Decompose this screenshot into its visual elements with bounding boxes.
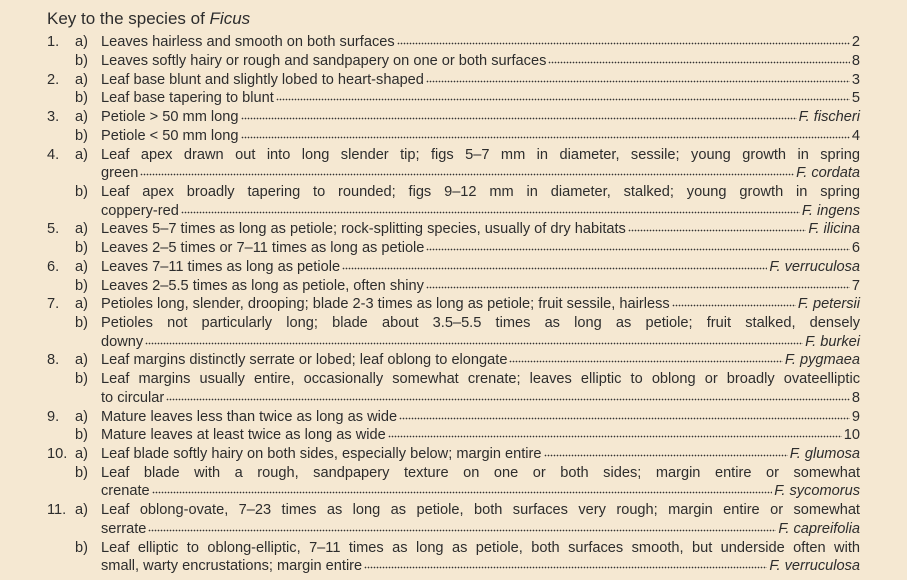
lead-text: Leaves hairless and smooth on both surfaces (101, 34, 395, 51)
go-to-couplet: 2 (851, 34, 860, 51)
species-result: F. petersii (797, 296, 860, 313)
lead-text: Leaves 2–5.5 times as long as petiole, often shiny (101, 277, 424, 294)
lead-text: green (101, 165, 139, 182)
lead-with-result (101, 108, 860, 127)
go-to-couplet: 6 (851, 240, 860, 257)
lead-text: coppery-red (101, 202, 179, 219)
lead-text: Mature leaves at least twice as long as wide (101, 427, 386, 444)
lead-with-result (101, 389, 860, 408)
lead-with-result (101, 89, 860, 108)
key-row (0, 520, 907, 539)
species-result: F. verruculosa (769, 258, 860, 275)
lead-with-result (101, 52, 860, 71)
key-row (0, 52, 907, 71)
lead-letter: b) (75, 90, 88, 107)
key-row (0, 183, 907, 202)
lead-letter: b) (75, 315, 88, 331)
lead-letter: b) (75, 464, 88, 481)
lead-with-result (101, 71, 860, 90)
couplet-number: 10. (47, 446, 68, 463)
lead-text: Leaves 7–11 times as long as petiole (101, 258, 341, 275)
lead-letter: a) (75, 352, 88, 369)
go-to-couplet: 3 (851, 71, 860, 88)
lead-text: downy (101, 333, 144, 350)
go-to-couplet: 9 (851, 408, 860, 425)
lead-letter: a) (75, 446, 88, 463)
key-row (0, 333, 907, 352)
species-result: F. fischeri (798, 109, 860, 126)
lead-letter: a) (75, 34, 88, 51)
couplet-number: 11. (47, 502, 67, 519)
lead-with-result (101, 520, 860, 539)
couplet-number: 9. (47, 408, 60, 425)
key-row (0, 408, 907, 427)
dot-leader (426, 80, 850, 84)
dot-leader (628, 229, 807, 233)
lead-with-result (101, 295, 860, 314)
lead-text: Leaves softly hairy or rough and sandpapery on one or both surfaces (101, 52, 547, 69)
lead-letter: b) (75, 52, 88, 69)
key-row (0, 220, 907, 239)
dot-leader (148, 529, 776, 533)
lead-text: Petiole > 50 mm long (101, 109, 239, 126)
lead-text: Leaf elliptic to oblong-elliptic, 7–11 times as long as petiole, both surfaces smooth, but underside often with (101, 539, 860, 556)
lead-with-result (101, 33, 860, 52)
key-row (0, 277, 907, 296)
lead-with-result (101, 277, 860, 296)
lead-letter: b) (75, 240, 88, 257)
lead-text: Leaf blade with a rough, sandpapery texture on one or both sides; margin entire or somewhat (101, 464, 860, 481)
key-row (0, 33, 907, 52)
lead-text: Leaf apex broadly tapering to rounded; figs 9–12 mm in diameter, stalked; young growth in spring (101, 183, 860, 200)
go-to-couplet: 4 (851, 127, 860, 144)
key-row (0, 426, 907, 445)
key-row (0, 89, 907, 108)
lead-with-result (101, 127, 860, 146)
key-title (47, 8, 250, 30)
lead-text: Leaf blade softly hairy on both sides, especially below; margin entire (101, 446, 542, 463)
go-to-couplet: 7 (851, 277, 860, 294)
key-row (0, 539, 907, 558)
lead-text: Leaves 2–5 times or 7–11 times as long as petiole (101, 240, 425, 257)
lead-letter: b) (75, 127, 88, 144)
key-row (0, 482, 907, 501)
dot-leader (241, 136, 850, 140)
species-result: F. burkei (805, 333, 860, 350)
dot-leader (241, 117, 797, 121)
go-to-couplet: 8 (851, 52, 860, 69)
lead-with-result (101, 333, 860, 352)
lead-letter: a) (75, 408, 88, 425)
key-row (0, 108, 907, 127)
key-row (0, 557, 907, 576)
lead-with-result (101, 426, 860, 445)
lead-letter: b) (75, 371, 88, 388)
key-row (0, 351, 907, 370)
lead-with-result (101, 445, 860, 464)
lead-text: Mature leaves less than twice as long as wide (101, 408, 398, 425)
lead-text: Leaf base tapering to blunt (101, 90, 274, 107)
dot-leader (399, 417, 850, 421)
lead-with-result (101, 408, 860, 427)
dot-leader (152, 491, 773, 495)
species-result: F. ilicina (808, 221, 860, 238)
species-result: F. sycomorus (774, 483, 860, 500)
lead-letter: b) (75, 277, 88, 294)
dot-leader (426, 286, 850, 290)
lead-text: Leaf oblong-ovate, 7–23 times as long as petiole, both surfaces very rough; margin entire or somewhat (101, 502, 860, 519)
lead-text: Leaf margins usually entire, occasionally somewhat crenate; leaves elliptic to oblong or broadly ovateelliptic (101, 371, 860, 388)
couplet-number: 7. (47, 296, 60, 313)
dot-leader (544, 454, 788, 458)
key-row (0, 295, 907, 314)
lead-text: to circular (101, 389, 165, 406)
key-row (0, 314, 907, 333)
lead-letter: a) (75, 296, 88, 313)
dot-leader (145, 342, 803, 346)
key-row (0, 501, 907, 520)
couplet-number: 1. (47, 34, 60, 51)
dot-leader (388, 435, 842, 439)
lead-text: crenate (101, 483, 150, 500)
dot-leader (276, 98, 850, 102)
couplet-number: 5. (47, 221, 60, 238)
couplet-number: 8. (47, 352, 60, 369)
dot-leader (672, 304, 796, 308)
dot-leader (140, 173, 794, 177)
dot-leader (397, 42, 850, 46)
dot-leader (342, 267, 767, 271)
lead-letter: b) (75, 539, 88, 556)
dot-leader (166, 398, 850, 402)
lead-letter: a) (75, 71, 88, 88)
key-row (0, 389, 907, 408)
lead-letter: b) (75, 183, 88, 200)
lead-with-result (101, 258, 860, 277)
lead-text: Leaf base blunt and slightly lobed to heart-shaped (101, 71, 424, 88)
lead-letter: a) (75, 146, 88, 163)
species-result: F. glumosa (789, 446, 860, 463)
dot-leader (426, 248, 849, 252)
couplet-number: 3. (47, 109, 60, 126)
lead-with-result (101, 220, 860, 239)
lead-letter: b) (75, 427, 88, 444)
lead-with-result (101, 239, 860, 258)
key-row (0, 239, 907, 258)
lead-with-result (101, 557, 860, 576)
lead-with-result (101, 202, 860, 221)
lead-with-result (101, 351, 860, 370)
couplet-number: 2. (47, 71, 60, 88)
lead-text: small, warty encrustations; margin entire (101, 558, 363, 575)
key-row (0, 464, 907, 483)
lead-text: Leaf margins distinctly serrate or lobed; leaf oblong to elongate (101, 352, 508, 369)
dot-leader (548, 61, 849, 65)
go-to-couplet: 5 (851, 90, 860, 107)
lead-letter: a) (75, 109, 88, 126)
dot-leader (509, 360, 782, 364)
lead-with-result (101, 482, 860, 501)
title-prefix: Key to the species of (47, 9, 210, 28)
key-row (0, 71, 907, 90)
lead-text: Leaf apex drawn out into long slender tip; figs 5–7 mm in diameter, sessile; young growth in spring (101, 146, 860, 163)
species-result: F. cordata (796, 165, 860, 182)
key-row (0, 164, 907, 183)
lead-text: Petiole < 50 mm long (101, 127, 239, 144)
species-result: F. verruculosa (769, 558, 860, 575)
key-row (0, 202, 907, 221)
key-row (0, 127, 907, 146)
key-row (0, 370, 907, 389)
lead-text: Leaves 5–7 times as long as petiole; rock-splitting species, usually of dry habitats (101, 221, 626, 238)
dot-leader (364, 566, 767, 570)
couplet-number: 6. (47, 258, 60, 275)
go-to-couplet: 8 (851, 389, 860, 406)
lead-letter: a) (75, 258, 88, 275)
dot-leader (181, 211, 800, 215)
lead-text: serrate (101, 520, 147, 537)
key-row (0, 445, 907, 464)
species-result: F. capreifolia (778, 520, 860, 537)
couplet-number: 4. (47, 146, 60, 163)
lead-with-result (101, 164, 860, 183)
go-to-couplet: 10 (843, 427, 860, 444)
species-result: F. ingens (801, 202, 860, 219)
lead-text: Petioles long, slender, drooping; blade 2-3 times as long as petiole; fruit sessile, hairless (101, 296, 670, 313)
key-row (0, 258, 907, 277)
key-row (0, 146, 907, 165)
title-genus: Ficus (209, 9, 251, 28)
lead-text: Petioles not particularly long; blade about 3.5–5.5 times as long as petiole; fruit stalked, densely (101, 315, 860, 331)
species-result: F. pygmaea (784, 352, 860, 369)
lead-letter: a) (75, 221, 88, 238)
lead-letter: a) (75, 502, 88, 519)
